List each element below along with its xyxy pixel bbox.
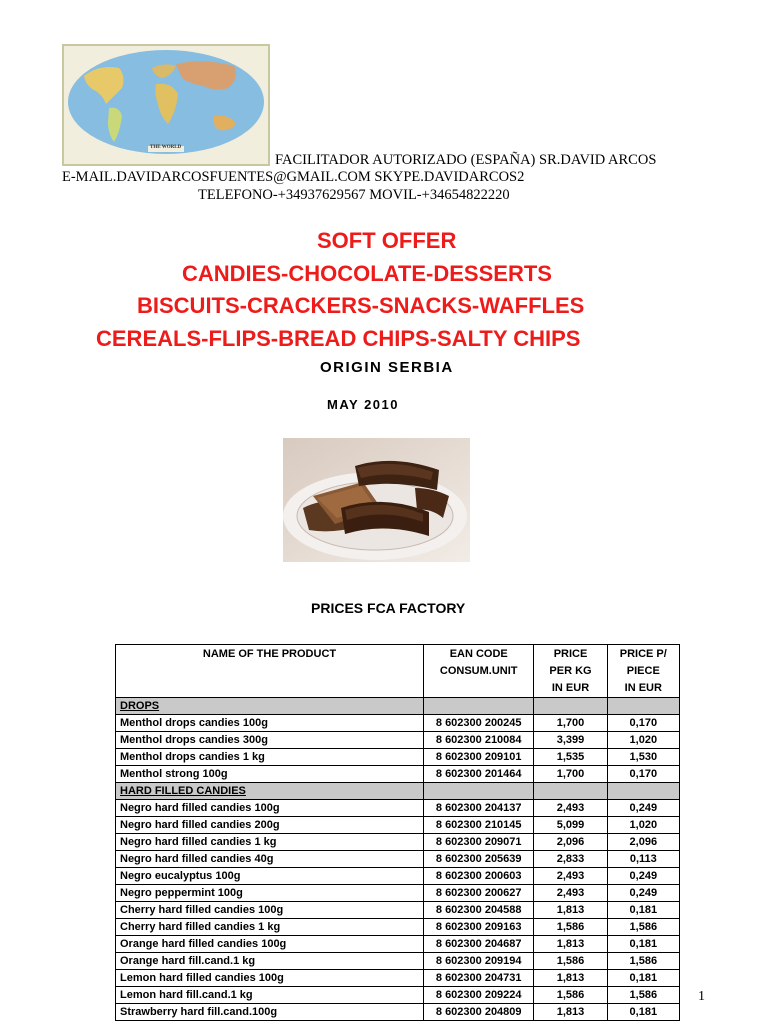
price-per-piece-cell: 0,249 — [607, 800, 679, 817]
col-header-ean-line1: EAN CODE — [449, 648, 508, 660]
ean-code-cell: 8 602300 205639 — [424, 851, 534, 868]
price-per-kg-cell: 1,586 — [534, 953, 607, 970]
col-header-price-kg — [534, 645, 607, 698]
origin-label: ORIGIN SERBIA — [320, 359, 454, 376]
contact-email-skype: E-MAIL.DAVIDARCOSFUENTES@GMAIL.COM SKYPE.DAVIDARCOS2 — [62, 169, 525, 185]
price-per-kg-cell: 2,833 — [534, 851, 607, 868]
offer-line-cereals: CEREALS-FLIPS-BREAD CHIPS-SALTY CHIPS — [96, 326, 581, 351]
price-per-piece-cell: 2,096 — [607, 834, 679, 851]
price-per-piece-cell: 0,170 — [607, 766, 679, 783]
chocolate-photo — [283, 438, 470, 562]
price-per-piece-cell: 1,586 — [607, 953, 679, 970]
ean-code-cell: 8 602300 200627 — [424, 885, 534, 902]
product-name-cell: Menthol drops candies 1 kg — [116, 749, 424, 766]
product-name-cell: Negro hard filled candies 1 kg — [116, 834, 424, 851]
ean-code-cell: 8 602300 200245 — [424, 715, 534, 732]
prices-title: PRICES FCA FACTORY — [311, 600, 466, 616]
ean-code-cell: 8 602300 200603 — [424, 868, 534, 885]
col-header-pc-line3: IN EUR — [624, 682, 662, 694]
price-per-piece-cell: 0,249 — [607, 868, 679, 885]
product-name-cell: Negro eucalyptus 100g — [116, 868, 424, 885]
section-empty-cell — [607, 698, 679, 715]
offer-date: MAY 2010 — [327, 397, 399, 412]
ean-code-cell: 8 602300 209224 — [424, 987, 534, 1004]
table-row — [116, 1004, 680, 1021]
section-label: HARD FILLED CANDIES — [116, 783, 424, 800]
product-name-cell: Cherry hard filled candies 1 kg — [116, 919, 424, 936]
price-per-piece-cell: 1,020 — [607, 817, 679, 834]
product-name-cell: Negro peppermint 100g — [116, 885, 424, 902]
ean-code-cell: 8 602300 204809 — [424, 1004, 534, 1021]
price-per-kg-cell: 1,813 — [534, 970, 607, 987]
world-map-image — [62, 44, 270, 166]
price-per-kg-cell: 3,399 — [534, 732, 607, 749]
ean-code-cell: 8 602300 210145 — [424, 817, 534, 834]
section-empty-cell — [607, 783, 679, 800]
col-header-ean-line2: CONSUM.UNIT — [439, 665, 518, 677]
section-row — [116, 698, 680, 715]
col-header-ean — [424, 645, 534, 698]
price-per-kg-cell: 1,586 — [534, 919, 607, 936]
product-name-cell: Orange hard filled candies 100g — [116, 936, 424, 953]
ean-code-cell: 8 602300 209071 — [424, 834, 534, 851]
section-label: DROPS — [116, 698, 424, 715]
product-name-cell: Cherry hard filled candies 100g — [116, 902, 424, 919]
table-row — [116, 766, 680, 783]
price-per-piece-cell: 0,181 — [607, 970, 679, 987]
table-row — [116, 715, 680, 732]
product-name-cell: Lemon hard fill.cand.1 kg — [116, 987, 424, 1004]
product-name-cell: Orange hard fill.cand.1 kg — [116, 953, 424, 970]
table-row — [116, 953, 680, 970]
table-row — [116, 749, 680, 766]
product-name-cell: Lemon hard filled candies 100g — [116, 970, 424, 987]
section-empty-cell — [424, 783, 534, 800]
product-name-cell: Menthol drops candies 100g — [116, 715, 424, 732]
table-body — [116, 698, 680, 1021]
table-row — [116, 851, 680, 868]
contact-facilitator: FACILITADOR AUTORIZADO (ESPAÑA) SR.DAVID ARCOS — [275, 152, 657, 168]
ean-code-cell: 8 602300 201464 — [424, 766, 534, 783]
table-row — [116, 885, 680, 902]
product-name-cell: Menthol strong 100g — [116, 766, 424, 783]
col-header-kg-line3: IN EUR — [551, 682, 590, 694]
table-row — [116, 800, 680, 817]
table-row — [116, 919, 680, 936]
price-per-kg-cell: 5,099 — [534, 817, 607, 834]
price-per-kg-cell: 1,813 — [534, 936, 607, 953]
section-empty-cell — [534, 698, 607, 715]
offer-title: SOFT OFFER — [317, 228, 457, 253]
ean-code-cell: 8 602300 209101 — [424, 749, 534, 766]
price-per-piece-cell: 0,113 — [607, 851, 679, 868]
ean-code-cell: 8 602300 209194 — [424, 953, 534, 970]
price-table — [115, 644, 680, 1021]
table-row — [116, 936, 680, 953]
section-row — [116, 783, 680, 800]
price-per-piece-cell: 0,181 — [607, 902, 679, 919]
price-per-piece-cell: 1,020 — [607, 732, 679, 749]
table-row — [116, 834, 680, 851]
map-caption: THE WORLD — [150, 145, 182, 150]
price-per-kg-cell: 1,813 — [534, 902, 607, 919]
price-per-kg-cell: 1,700 — [534, 715, 607, 732]
section-empty-cell — [534, 783, 607, 800]
product-name-cell: Negro hard filled candies 200g — [116, 817, 424, 834]
price-per-kg-cell: 2,096 — [534, 834, 607, 851]
col-header-price-piece — [607, 645, 679, 698]
price-per-piece-cell: 0,181 — [607, 1004, 679, 1021]
price-per-piece-cell: 0,170 — [607, 715, 679, 732]
price-per-piece-cell: 1,530 — [607, 749, 679, 766]
table-row — [116, 902, 680, 919]
price-per-piece-cell: 1,586 — [607, 919, 679, 936]
ean-code-cell: 8 602300 204137 — [424, 800, 534, 817]
ean-code-cell: 8 602300 204588 — [424, 902, 534, 919]
col-header-name-text: NAME OF THE PRODUCT — [202, 648, 337, 660]
contact-phone: TELEFONO-+34937629567 MOVIL-+34654822220 — [198, 187, 510, 203]
product-name-cell: Negro hard filled candies 100g — [116, 800, 424, 817]
price-per-kg-cell: 2,493 — [534, 868, 607, 885]
table-row — [116, 987, 680, 1004]
price-per-piece-cell: 0,181 — [607, 936, 679, 953]
table-header-row — [116, 645, 680, 698]
price-per-kg-cell: 2,493 — [534, 800, 607, 817]
col-header-kg-line2: PER KG — [549, 665, 592, 677]
offer-line-candies: CANDIES-CHOCOLATE-DESSERTS — [182, 261, 552, 286]
price-per-piece-cell: 1,586 — [607, 987, 679, 1004]
table-row — [116, 817, 680, 834]
product-name-cell: Strawberry hard fill.cand.100g — [116, 1004, 424, 1021]
table-row — [116, 732, 680, 749]
price-per-kg-cell: 1,813 — [534, 1004, 607, 1021]
product-name-cell: Negro hard filled candies 40g — [116, 851, 424, 868]
ean-code-cell: 8 602300 204731 — [424, 970, 534, 987]
offer-line-biscuits: BISCUITS-CRACKERS-SNACKS-WAFFLES — [137, 293, 585, 318]
price-per-kg-cell: 2,493 — [534, 885, 607, 902]
col-header-pc-line1: PRICE P/ — [619, 648, 667, 660]
price-per-kg-cell: 1,535 — [534, 749, 607, 766]
table-row — [116, 970, 680, 987]
section-empty-cell — [424, 698, 534, 715]
ean-code-cell: 8 602300 210084 — [424, 732, 534, 749]
col-header-pc-line2: PIECE — [626, 665, 660, 677]
page-number: 1 — [698, 989, 705, 1004]
price-per-kg-cell: 1,700 — [534, 766, 607, 783]
product-name-cell: Menthol drops candies 300g — [116, 732, 424, 749]
ean-code-cell: 8 602300 204687 — [424, 936, 534, 953]
price-per-piece-cell: 0,249 — [607, 885, 679, 902]
col-header-kg-line1: PRICE — [553, 648, 588, 660]
price-per-kg-cell: 1,586 — [534, 987, 607, 1004]
table-row — [116, 868, 680, 885]
ean-code-cell: 8 602300 209163 — [424, 919, 534, 936]
col-header-name — [116, 645, 424, 698]
